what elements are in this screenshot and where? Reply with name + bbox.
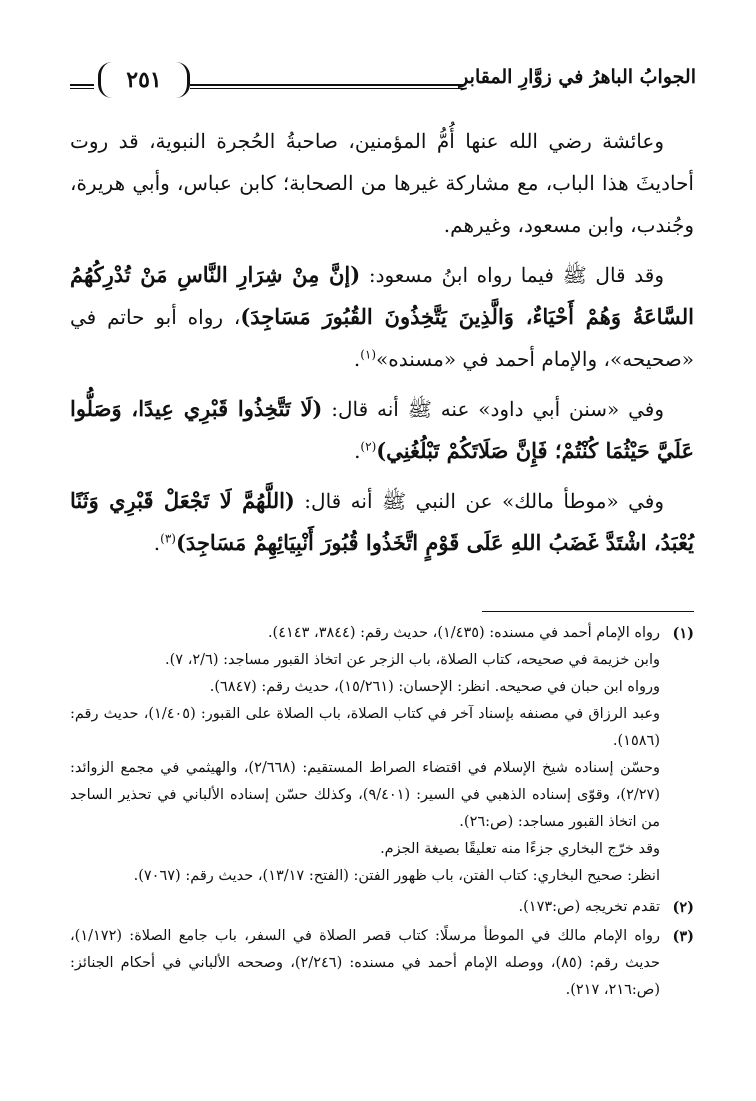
footnote-number: (٣) <box>672 928 694 945</box>
paragraph-2-intro: وقد قال ﷺ فيما رواه ابنُ مسعود: <box>360 263 664 287</box>
hadith-quote-1: (إنَّ مِنْ شِرَارِ النَّاسِ مَنْ تُدْرِكُهُمُ السَّاعَةُ وَهُمْ أَحْيَاءٌ، وَالَّذِينَ يَتَّخِذُونَ القُبُورَ مَسَاجِدَ) <box>70 262 694 329</box>
paragraph-1: وعائشة رضي الله عنها أُمُّ المؤمنين، صاحبةُ الحُجرة النبوية، قد روت أحاديثَ هذا الباب، مع مشاركة غيرها من الصحابة؛ كابن عباس، وأبي هريرة، وجُندب، وابن مسعود، وغيرهم. <box>70 129 694 237</box>
running-title: الجوابُ الباهرُ في زوَّارِ المقابرِ <box>459 66 696 88</box>
footnote-separator <box>482 611 694 612</box>
footnote-line: وابن خزيمة في صحيحه، كتاب الصلاة، باب الزجر عن اتخاذ القبور مساجد: (٢/٦، ٧). <box>165 652 660 668</box>
paragraph-3-end: . <box>354 439 361 463</box>
hadith-quote-2: (لَا تَتَّخِذُوا قَبْرِي عِيدًا، وَصَلُّوا عَلَيَّ حَيْثُمَا كُنْتُمْ؛ فَإِنَّ صَلَاتَكُمْ تَبْلُغُنِي) <box>70 396 694 463</box>
paragraph-4-end: . <box>153 531 161 555</box>
footnote-number: (١) <box>672 625 694 642</box>
footnote-line: وحسّن إسناده شيخ الإسلام في اقتضاء الصراط المستقيم: (٢/٦٦٨)، والهيثمي في مجمع الزوائد: (٢/٢٧)، وقوّى إسناده الذهبي في السير: (٩/٤٠١)، وكذلك حسّن إسناده الألباني في تحذير الساجد من اتخاذ القبور مساجد: (ص:٢٦). <box>70 760 660 830</box>
paragraph-4-intro: وفي «موطأ مالك» عن النبي ﷺ أنه قال: <box>294 489 665 513</box>
footnote-body <box>70 620 660 890</box>
page-header <box>70 62 696 102</box>
footnote-line: وقد خرّج البخاري جزءًا منه تعليقًا بصيغة الجزم. <box>380 841 660 857</box>
main-text <box>70 120 694 572</box>
footnote-3 <box>70 923 694 1004</box>
footnote-line: وعبد الرزاق في مصنفه بإسناد آخر في كتاب الصلاة، باب الصلاة على القبور: (١/٤٠٥)، حديث رقم: (١٥٨٦). <box>70 706 660 749</box>
footnote-line: رواه الإمام أحمد في مسنده: (١/٤٣٥)، حديث رقم: (٣٨٤٤، ٤١٤٣). <box>267 625 660 641</box>
footnote-line: انظر: صحيح البخاري: كتاب الفتن، باب ظهور الفتن: (الفتح: ١٣/١٧)، حديث رقم: (٧٠٦٧). <box>133 868 660 884</box>
footnote-1 <box>70 620 694 890</box>
footnote-line: رواه الإمام مالك في الموطأ مرسلًا: كتاب قصر الصلاة في السفر، باب جامع الصلاة: (١/١٧٢)، حديث رقم: (٨٥)، ووصله الإمام أحمد في مسنده: (٢/٢٤٦)، وصححه الألباني في أحكام الجنائز: (ص:٢١٦، ٢١٧). <box>70 928 660 998</box>
footnote-ref-1: (١) <box>360 347 377 362</box>
footnote-body <box>70 923 660 1004</box>
paragraph-2-end: . <box>353 347 361 371</box>
header-rule <box>190 84 464 89</box>
footnote-body <box>70 894 660 921</box>
paragraph-2-rest: ، رواه أبو حاتم في «صحيحه»، والإمام أحمد في «مسنده» <box>70 305 694 371</box>
footnote-ref-2: (٢) <box>360 439 377 454</box>
paragraph-4 <box>70 480 694 564</box>
header-rule-left <box>70 84 94 89</box>
paragraph-2 <box>70 254 694 380</box>
footnote-2 <box>70 894 694 921</box>
footnotes <box>70 620 694 1004</box>
footnote-line: ورواه ابن حبان في صحيحه. انظر: الإحسان: (١٥/٢٦١)، حديث رقم: (٦٨٤٧). <box>209 679 660 695</box>
footnote-line: تقدم تخريجه (ص:١٧٣). <box>518 899 660 915</box>
footnote-number: (٢) <box>672 899 694 916</box>
footnote-ref-3: (٣) <box>160 531 176 546</box>
hadith-quote-3: (اللَّهُمَّ لَا تَجْعَلْ قَبْرِي وَثَنًا يُعْبَدُ، اشْتَدَّ غَضَبُ اللهِ عَلَى قَوْمٍ اتَّخَذُوا قُبُورَ أَنْبِيَائِهِمْ مَسَاجِدَ) <box>70 488 694 555</box>
paragraph-3 <box>70 388 694 472</box>
paragraph-3-intro: وفي «سنن أبي داود» عنه ﷺ أنه قال: <box>322 397 664 421</box>
page-number: ٢٥١ <box>98 62 190 98</box>
